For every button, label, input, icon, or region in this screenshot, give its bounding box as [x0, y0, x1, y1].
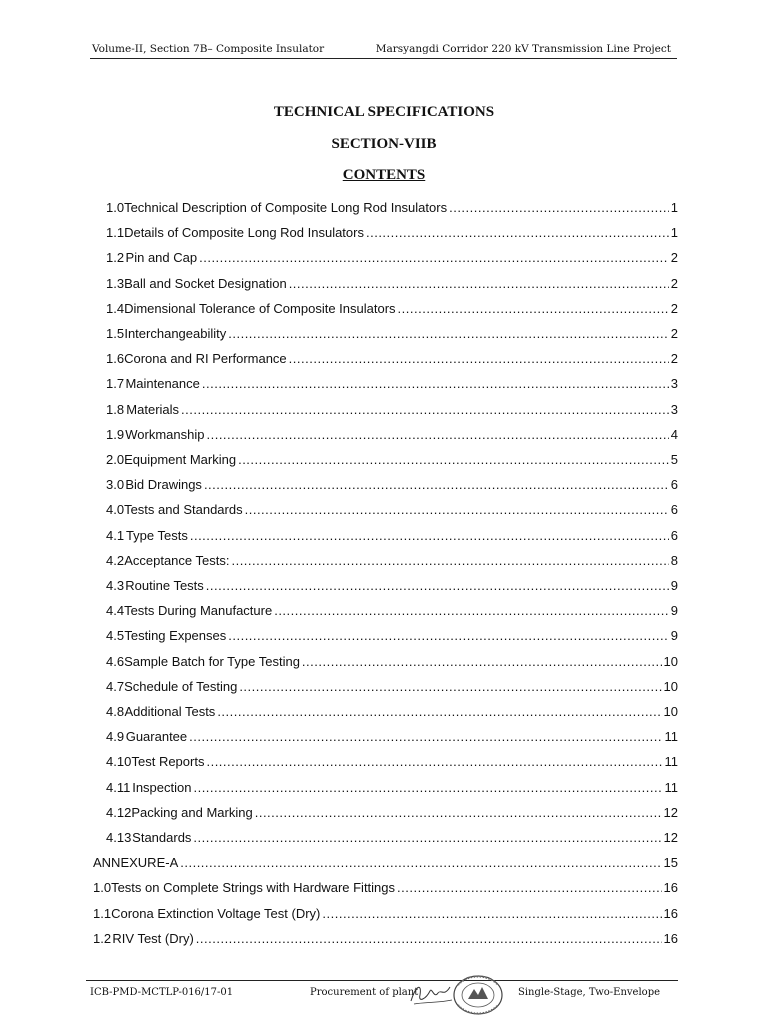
footer-center: Procurement of plant — [310, 987, 419, 998]
toc-number: 1.9 — [106, 426, 125, 442]
toc-entry — [93, 880, 678, 900]
toc-title: Schedule of Testing — [124, 678, 238, 694]
toc-entry — [106, 729, 678, 749]
toc-leader-dots — [206, 427, 668, 442]
toc-number: 1.2 — [106, 250, 125, 266]
toc-title: RIV Test (Dry) — [112, 930, 194, 946]
toc-page-number: 16 — [663, 880, 678, 896]
toc-entry — [106, 780, 678, 800]
toc-number: 4.13 — [106, 830, 132, 845]
toc-page-number: 1 — [670, 225, 678, 241]
toc-entry — [106, 603, 678, 623]
toc-entry — [106, 704, 678, 724]
toc-page-number: 2 — [670, 250, 678, 266]
toc-title: ANNEXURE-A — [93, 855, 179, 871]
toc-entry — [106, 578, 678, 598]
toc-title: Additional Tests — [124, 704, 216, 719]
toc-number: 4.2 — [106, 552, 125, 568]
toc-number: 4.4 — [106, 603, 125, 619]
official-seal-stamp — [450, 973, 506, 1017]
toc-entry — [106, 502, 678, 522]
toc-page-number: 12 — [663, 830, 678, 845]
toc-number: 4.7 — [106, 678, 125, 694]
toc-leader-dots — [228, 326, 669, 341]
toc-number: 4.9 — [106, 729, 125, 745]
toc-page-number: 12 — [663, 804, 678, 820]
toc-title: Pin and Cap — [125, 250, 198, 266]
toc-page-number: 5 — [670, 452, 678, 467]
toc-number: 1.8 — [106, 401, 125, 417]
toc-page-number: 11 — [664, 779, 678, 795]
toc-page-number: 2 — [670, 326, 678, 341]
toc-page-number: 9 — [670, 578, 678, 593]
toc-title: Type Tests — [125, 527, 188, 543]
toc-title: Testing Expenses — [124, 628, 227, 644]
toc-leader-dots — [245, 502, 669, 517]
toc-leader-dots — [199, 250, 669, 265]
toc-leader-dots — [189, 729, 662, 744]
toc-number: 4.11 — [106, 779, 131, 795]
toc-title: Guarantee — [125, 729, 188, 745]
toc-title: Tests on Complete Strings with Hardware Fittings — [111, 880, 396, 896]
toc-leader-dots — [193, 780, 662, 795]
toc-title: Workmanship — [125, 426, 205, 442]
toc-title: Technical Description of Composite Long Rod Insulators — [124, 200, 448, 215]
toc-title: Bid Drawings — [125, 477, 202, 493]
toc-leader-dots — [228, 628, 669, 643]
toc-number: 1.1 — [93, 905, 112, 921]
toc-title: Maintenance — [125, 376, 200, 392]
toc-page-number: 11 — [664, 729, 678, 745]
toc-leader-dots — [397, 880, 662, 895]
page-header — [90, 40, 677, 59]
toc-leader-dots — [239, 679, 661, 694]
toc-page-number: 9 — [670, 603, 678, 619]
toc-entry — [106, 754, 678, 774]
toc-page-number: 10 — [663, 653, 678, 669]
signature-mark — [408, 977, 454, 1009]
toc-entry — [106, 805, 678, 825]
toc-leader-dots — [255, 805, 662, 820]
toc-leader-dots — [193, 830, 661, 845]
toc-title: Inspection — [132, 779, 192, 795]
header-right: Marsyangdi Corridor 220 kV Transmission Line Project — [375, 43, 671, 55]
toc-entry — [106, 301, 678, 321]
toc-number: 4.10 — [106, 754, 132, 770]
toc-page-number: 10 — [663, 704, 678, 719]
toc-page-number: 15 — [663, 855, 678, 871]
toc-page-number: 6 — [670, 527, 678, 543]
toc-page-number: 9 — [670, 628, 678, 644]
toc-entry — [93, 931, 678, 951]
toc-number: 4.5 — [106, 628, 125, 644]
toc-title: Dimensional Tolerance of Composite Insulators — [124, 300, 396, 316]
toc-page-number: 4 — [670, 426, 678, 442]
toc-page-number: 16 — [663, 905, 678, 921]
toc-title: Equipment Marking — [124, 452, 237, 467]
toc-entry — [106, 225, 678, 245]
toc-title: Sample Batch for Type Testing — [124, 653, 300, 669]
toc-number: 4.8 — [106, 704, 125, 719]
footer-left: ICB-PMD-MCTLP-016/17-01 — [90, 987, 234, 998]
toc-leader-dots — [217, 704, 661, 719]
toc-leader-dots — [231, 553, 668, 568]
toc-entry — [106, 477, 678, 497]
toc-page-number: 1 — [670, 200, 678, 215]
toc-leader-dots — [181, 402, 669, 417]
toc-leader-dots — [449, 200, 669, 215]
toc-number: 1.2 — [93, 930, 112, 946]
toc-leader-dots — [238, 452, 669, 467]
toc-title: Tests and Standards — [124, 502, 243, 518]
toc-entry — [106, 679, 678, 699]
toc-entry — [106, 452, 678, 472]
toc-number: 1.0 — [93, 880, 112, 896]
toc-number: 4.6 — [106, 653, 125, 669]
toc-entry — [106, 200, 678, 220]
toc-title: Interchangeability — [124, 326, 227, 341]
toc-number: 1.5 — [106, 326, 125, 341]
contents-heading: CONTENTS — [342, 167, 426, 183]
toc-entry — [106, 351, 678, 371]
toc-title: Test Reports — [131, 754, 205, 770]
toc-title: Tests During Manufacture — [124, 603, 273, 619]
toc-entry — [93, 855, 678, 875]
toc-entry — [106, 528, 678, 548]
toc-leader-dots — [206, 754, 662, 769]
toc-leader-dots — [190, 528, 669, 543]
toc-title: Standards — [132, 830, 192, 845]
toc-page-number: 2 — [670, 300, 678, 316]
toc-page-number: 11 — [664, 754, 678, 770]
page-footer — [86, 980, 678, 1011]
section-title: SECTION-VIIB — [331, 136, 437, 152]
toc-entry — [106, 654, 678, 674]
toc-leader-dots — [274, 603, 669, 618]
toc-entry — [106, 553, 678, 573]
toc-page-number: 6 — [670, 502, 678, 518]
toc-entry — [106, 376, 678, 396]
toc-leader-dots — [289, 351, 669, 366]
toc-number: 1.4 — [106, 300, 125, 316]
toc-title: Corona Extinction Voltage Test (Dry) — [111, 905, 321, 921]
toc-number: 1.1 — [106, 225, 125, 241]
toc-leader-dots — [180, 855, 661, 870]
toc-page-number: 2 — [670, 275, 678, 291]
header-left: Volume-II, Section 7B– Composite Insulator — [92, 43, 325, 55]
toc-number: 4.0 — [106, 502, 125, 518]
toc-page-number: 3 — [670, 401, 678, 417]
toc-entry — [106, 326, 678, 346]
toc-number: 4.1 — [106, 527, 125, 543]
toc-number: 1.3 — [106, 275, 125, 291]
toc-number: 4.3 — [106, 578, 125, 593]
toc-title: Packing and Marking — [131, 804, 253, 820]
toc-number: 1.6 — [106, 351, 125, 367]
toc-title: Materials — [126, 401, 180, 417]
document-title: TECHNICAL SPECIFICATIONS — [273, 104, 495, 120]
toc-title: Corona and RI Performance — [124, 351, 287, 367]
toc-number: 2.0 — [106, 452, 125, 467]
toc-title: Acceptance Tests: — [124, 552, 230, 568]
toc-entry — [106, 427, 678, 447]
toc-page-number: 3 — [670, 376, 678, 392]
toc-leader-dots — [206, 578, 669, 593]
toc-number: 1.7 — [106, 376, 125, 392]
toc-leader-dots — [202, 376, 669, 391]
toc-entry — [106, 250, 678, 270]
toc-entry — [93, 906, 678, 926]
toc-entry — [106, 830, 678, 850]
toc-leader-dots — [196, 931, 662, 946]
toc-page-number: 2 — [670, 351, 678, 367]
toc-entry — [106, 276, 678, 296]
footer-right: Single-Stage, Two-Envelope — [518, 987, 661, 998]
toc-title: Ball and Socket Designation — [124, 275, 287, 291]
toc-leader-dots — [366, 225, 669, 240]
toc-page-number: 8 — [670, 552, 678, 568]
toc-leader-dots — [302, 654, 662, 669]
toc-title: Routine Tests — [125, 578, 204, 593]
toc-page-number: 16 — [663, 930, 678, 946]
toc-number: 4.12 — [106, 804, 132, 820]
toc-page-number: 10 — [663, 678, 678, 694]
toc-leader-dots — [398, 301, 669, 316]
toc-page-number: 6 — [670, 477, 678, 493]
toc-number: 3.0 — [106, 477, 125, 493]
toc-leader-dots — [204, 477, 669, 492]
toc-title: Details of Composite Long Rod Insulators — [124, 225, 364, 241]
toc-entry — [106, 628, 678, 648]
toc-leader-dots — [322, 906, 661, 921]
toc-leader-dots — [289, 276, 669, 291]
toc-entry — [106, 402, 678, 422]
toc-number: 1.0 — [106, 200, 125, 215]
